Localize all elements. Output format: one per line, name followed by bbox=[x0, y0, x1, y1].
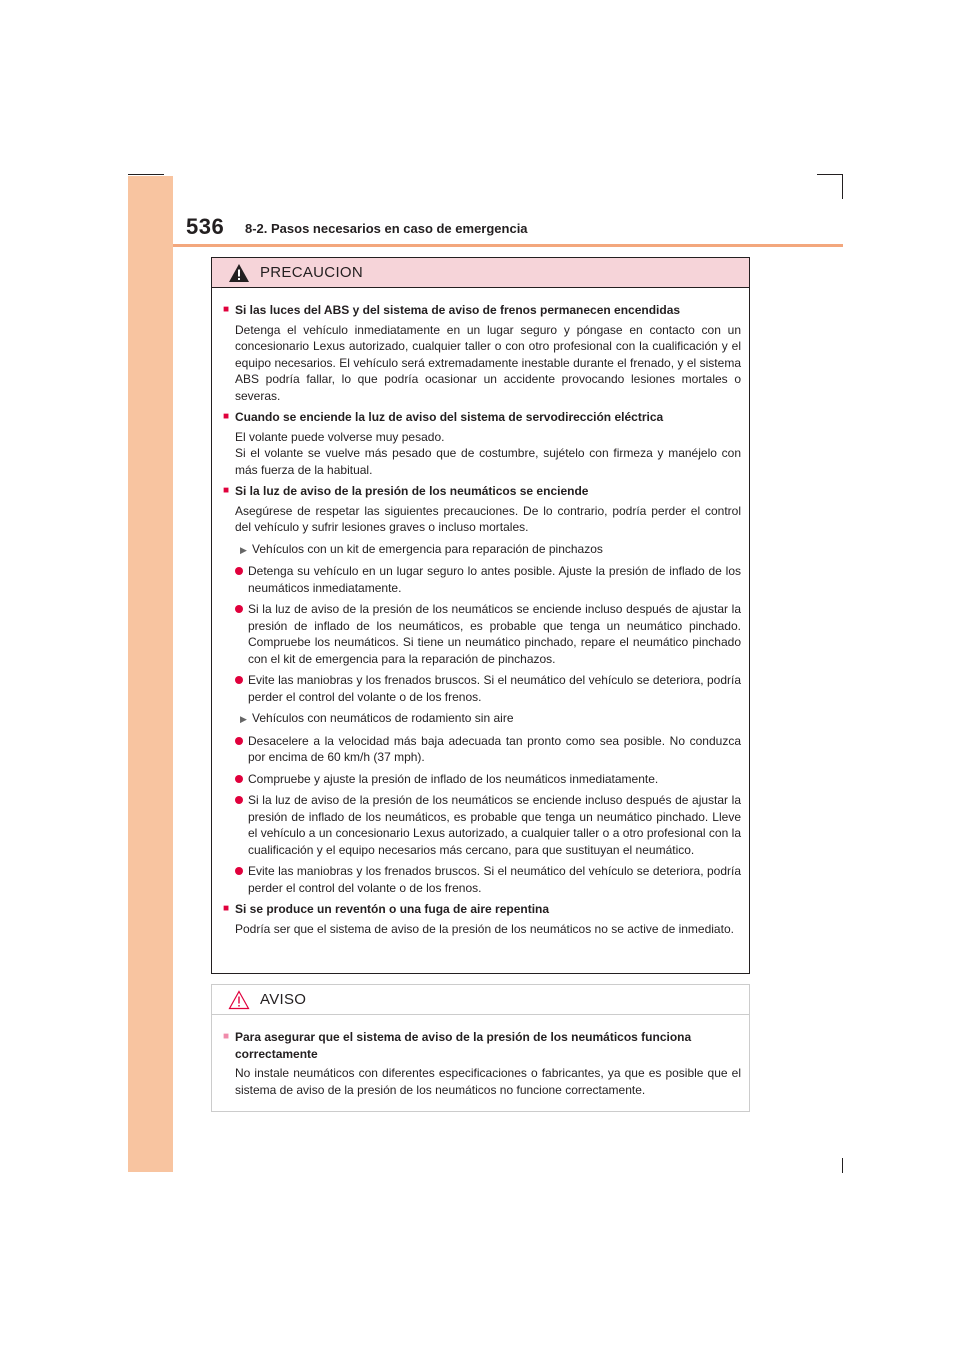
bullet-dot-icon bbox=[235, 867, 243, 875]
variant-text: Vehículos con un kit de emergencia para reparación de pinchazos bbox=[252, 541, 603, 556]
notice-header bbox=[212, 985, 749, 1015]
crop-mark bbox=[842, 174, 843, 199]
heading-text: Si la luz de aviso de la presión de los neumáticos se enciende bbox=[235, 484, 589, 498]
paragraph: Asegúrese de respetar las siguientes precauciones. De lo contrario, podría perder el control del vehículo y sufrir lesiones graves o incluso mortales. bbox=[235, 503, 741, 534]
arrow-right-icon: ▶ bbox=[240, 544, 247, 555]
list-item bbox=[235, 771, 741, 788]
list-item bbox=[235, 563, 741, 596]
list-item-text: Si la luz de aviso de la presión de los neumáticos se enciende incluso después de ajustar la presión de inflado de los neumáticos, es probable que tenga un neumático pinchado. Compruebe los neumáticos. Si tiene un neumático pinchado, repare el neumático pinchado con el kit de emergencia para la reparación de pinchazos. bbox=[248, 602, 741, 666]
subsection-heading bbox=[223, 409, 741, 426]
arrow-right-icon: ▶ bbox=[240, 714, 247, 724]
list-item-text: Evite las maniobras y los frenados bruscos. Si el neumático del vehículo se deteriora, podría perder el control del volante o de los frenos. bbox=[248, 864, 741, 895]
list-item-text: Si la luz de aviso de la presión de los neumáticos se enciende incluso después de ajustar la presión de inflado de los neumáticos, es probable que tenga un neumático pinchado. Lleve el vehículo a un concesionario Lexus autorizado, a cualquier taller o a otro profesional con la cualificación y el equipo necesarios más cercano, para que sustituyan el neumático. bbox=[248, 793, 741, 857]
bullet-dot-icon bbox=[235, 775, 243, 783]
heading-text: Cuando se enciende la luz de aviso del sistema de servodirección eléctrica bbox=[235, 410, 664, 424]
chapter-tab-strip bbox=[128, 176, 173, 1172]
bullet-dot-icon bbox=[235, 796, 243, 804]
section-title: 8-2. Pasos necesarios en caso de emergencia bbox=[245, 221, 528, 236]
paragraph: Detenga el vehículo inmediatamente en un lugar seguro y póngase en contacto con un concesionario Lexus autorizado, cualquier taller o con otro profesional con la cualificación y el equipo necesarios. El vehículo será extremadamente inestable durante el frenado, y el sistema ABS podría fallar, lo que podría ocasionar un accidente provocando lesiones mortales o severas. bbox=[235, 322, 741, 403]
paragraph: Si el volante se vuelve más pesado que de costumbre, sujételo con firmeza y manéjelo con más fuerza de la habitual. bbox=[235, 446, 741, 477]
paragraph: No instale neumáticos con diferentes especificaciones o fabricantes, ya que es posible que el sistema de aviso de la presión de los neumáticos no funcione correctamente. bbox=[235, 1066, 741, 1097]
list-item bbox=[235, 792, 741, 858]
paragraph: Podría ser que el sistema de aviso de la presión de los neumáticos no se active de inmediato. bbox=[235, 921, 734, 936]
variant-text: Vehículos con neumáticos de rodamiento sin aire bbox=[252, 711, 514, 725]
subsection-heading bbox=[223, 1029, 741, 1062]
square-bullet-icon: ■ bbox=[223, 485, 230, 496]
square-bullet-icon: ■ bbox=[223, 411, 230, 422]
bullet-dot-icon bbox=[235, 567, 243, 575]
heading-text: Para asegurar que el sistema de aviso de la presión de los neumáticos funciona correctamente bbox=[235, 1030, 692, 1061]
caution-header bbox=[212, 258, 749, 288]
crop-mark bbox=[128, 174, 164, 175]
subsection-heading bbox=[223, 302, 741, 319]
bullet-dot-icon bbox=[235, 737, 243, 745]
page-number: 536 bbox=[186, 214, 225, 239]
paragraph: El volante puede volverse muy pesado. bbox=[235, 429, 445, 444]
list-item bbox=[235, 672, 741, 705]
caution-box bbox=[211, 257, 750, 974]
subsection-heading bbox=[223, 483, 741, 500]
notice-title: AVISO bbox=[260, 991, 307, 1008]
square-bullet-icon: ■ bbox=[223, 304, 230, 315]
list-item bbox=[235, 863, 741, 896]
heading-text: Si las luces del ABS y del sistema de aviso de frenos permanecen encendidas bbox=[235, 303, 681, 317]
subsection-heading bbox=[223, 901, 741, 918]
bullet-dot-icon bbox=[235, 605, 243, 613]
heading-text: Si se produce un reventón o una fuga de aire repentina bbox=[235, 902, 550, 916]
crop-mark bbox=[842, 1158, 843, 1173]
list-item-text: Evite las maniobras y los frenados bruscos. Si el neumático del vehículo se deteriora, podría perder el control del volante o de los frenos. bbox=[248, 673, 741, 704]
list-item bbox=[235, 601, 741, 667]
square-bullet-icon: ■ bbox=[223, 903, 230, 914]
header-rule bbox=[173, 244, 843, 247]
caution-body bbox=[212, 288, 749, 937]
warning-triangle-outline-icon bbox=[228, 990, 250, 1010]
list-item bbox=[235, 733, 741, 766]
list-item-text: Detenga su vehículo en un lugar seguro lo antes posible. Ajuste la presión de inflado de los neumáticos inmediatamente. bbox=[248, 564, 741, 595]
caution-title: PRECAUCION bbox=[260, 264, 364, 281]
list-item-text: Desacelere a la velocidad más baja adecuada tan pronto como sea posible. No conduzca por encima de 60 km/h (37 mph). bbox=[248, 733, 741, 764]
square-bullet-icon: ■ bbox=[223, 1031, 230, 1042]
notice-body bbox=[212, 1015, 749, 1098]
variant-label bbox=[240, 541, 741, 559]
list-item-text: Compruebe y ajuste la presión de inflado de los neumáticos inmediatamente. bbox=[248, 771, 659, 786]
variant-label bbox=[240, 710, 741, 728]
notice-box bbox=[211, 984, 750, 1112]
warning-triangle-icon bbox=[228, 263, 250, 283]
crop-mark bbox=[817, 174, 843, 175]
bullet-dot-icon bbox=[235, 676, 243, 684]
